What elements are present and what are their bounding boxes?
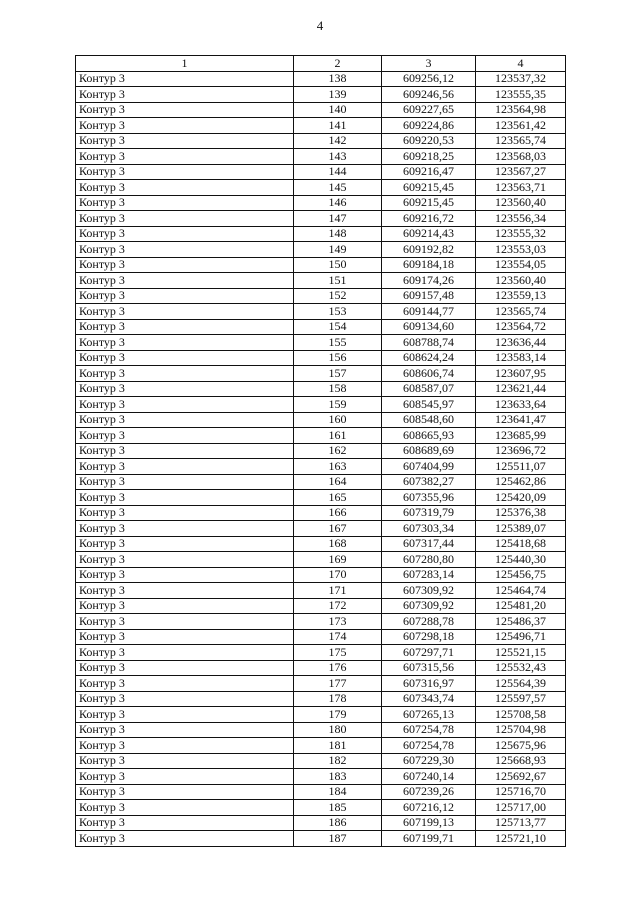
- column-header-2: 2: [294, 56, 382, 72]
- table-row: [76, 831, 566, 847]
- table-row: [76, 660, 566, 676]
- x-coordinate-cell: 608606,74: [382, 366, 476, 382]
- table-row: [76, 412, 566, 428]
- y-coordinate-cell: 123554,05: [476, 257, 566, 273]
- table-row: [76, 598, 566, 614]
- y-coordinate-cell: 123556,34: [476, 211, 566, 227]
- x-coordinate-cell: 608548,60: [382, 412, 476, 428]
- x-coordinate-cell: 607239,26: [382, 784, 476, 800]
- x-coordinate-cell: 609184,18: [382, 257, 476, 273]
- table-row: [76, 164, 566, 180]
- contour-name-cell: Контур 3: [76, 412, 294, 428]
- contour-name-cell: Контур 3: [76, 319, 294, 335]
- point-number-cell: 166: [294, 505, 382, 521]
- y-coordinate-cell: 123553,03: [476, 242, 566, 258]
- point-number-cell: 176: [294, 660, 382, 676]
- contour-name-cell: Контур 3: [76, 660, 294, 676]
- point-number-cell: 157: [294, 366, 382, 382]
- y-coordinate-cell: 125420,09: [476, 490, 566, 506]
- table-row: [76, 428, 566, 444]
- point-number-cell: 149: [294, 242, 382, 258]
- y-coordinate-cell: 123563,71: [476, 180, 566, 196]
- table-row: [76, 443, 566, 459]
- table-row: [76, 691, 566, 707]
- point-number-cell: 172: [294, 598, 382, 614]
- x-coordinate-cell: 608665,93: [382, 428, 476, 444]
- point-number-cell: 155: [294, 335, 382, 351]
- table-row: [76, 87, 566, 103]
- table-row: [76, 490, 566, 506]
- contour-name-cell: Контур 3: [76, 505, 294, 521]
- x-coordinate-cell: 607280,80: [382, 552, 476, 568]
- table-row: [76, 629, 566, 645]
- x-coordinate-cell: 607404,99: [382, 459, 476, 475]
- y-coordinate-cell: 125389,07: [476, 521, 566, 537]
- x-coordinate-cell: 607303,34: [382, 521, 476, 537]
- table-row: [76, 753, 566, 769]
- contour-name-cell: Контур 3: [76, 211, 294, 227]
- point-number-cell: 173: [294, 614, 382, 630]
- contour-name-cell: Контур 3: [76, 71, 294, 87]
- y-coordinate-cell: 125721,10: [476, 831, 566, 847]
- table-row: [76, 738, 566, 754]
- point-number-cell: 147: [294, 211, 382, 227]
- point-number-cell: 182: [294, 753, 382, 769]
- point-number-cell: 184: [294, 784, 382, 800]
- x-coordinate-cell: 609214,43: [382, 226, 476, 242]
- header-row: [76, 56, 566, 72]
- point-number-cell: 162: [294, 443, 382, 459]
- y-coordinate-cell: 125376,38: [476, 505, 566, 521]
- x-coordinate-cell: 607254,78: [382, 738, 476, 754]
- y-coordinate-cell: 123555,32: [476, 226, 566, 242]
- x-coordinate-cell: 607316,97: [382, 676, 476, 692]
- x-coordinate-cell: 607317,44: [382, 536, 476, 552]
- contour-name-cell: Контур 3: [76, 769, 294, 785]
- page-number: 4: [316, 18, 324, 33]
- y-coordinate-cell: 123560,40: [476, 195, 566, 211]
- x-coordinate-cell: 607240,14: [382, 769, 476, 785]
- table-row: [76, 257, 566, 273]
- y-coordinate-cell: 123561,42: [476, 118, 566, 134]
- table-row: [76, 149, 566, 165]
- contour-name-cell: Контур 3: [76, 753, 294, 769]
- y-coordinate-cell: 125418,68: [476, 536, 566, 552]
- table-row: [76, 583, 566, 599]
- contour-name-cell: Контур 3: [76, 102, 294, 118]
- y-coordinate-cell: 125668,93: [476, 753, 566, 769]
- point-number-cell: 140: [294, 102, 382, 118]
- y-coordinate-cell: 125717,00: [476, 800, 566, 816]
- x-coordinate-cell: 609220,53: [382, 133, 476, 149]
- table-row: [76, 133, 566, 149]
- x-coordinate-cell: 607283,14: [382, 567, 476, 583]
- y-coordinate-cell: 125486,37: [476, 614, 566, 630]
- x-coordinate-cell: 608689,69: [382, 443, 476, 459]
- table-row: [76, 800, 566, 816]
- point-number-cell: 165: [294, 490, 382, 506]
- contour-name-cell: Контур 3: [76, 195, 294, 211]
- contour-name-cell: Контур 3: [76, 149, 294, 165]
- y-coordinate-cell: 125564,39: [476, 676, 566, 692]
- contour-name-cell: Контур 3: [76, 273, 294, 289]
- point-number-cell: 139: [294, 87, 382, 103]
- x-coordinate-cell: 607319,79: [382, 505, 476, 521]
- table-row: [76, 567, 566, 583]
- x-coordinate-cell: 607216,12: [382, 800, 476, 816]
- table-row: [76, 614, 566, 630]
- y-coordinate-cell: 125597,57: [476, 691, 566, 707]
- point-number-cell: 167: [294, 521, 382, 537]
- contour-name-cell: Контур 3: [76, 536, 294, 552]
- point-number-cell: 159: [294, 397, 382, 413]
- table-row: [76, 459, 566, 475]
- y-coordinate-cell: 123636,44: [476, 335, 566, 351]
- point-number-cell: 156: [294, 350, 382, 366]
- table-row: [76, 118, 566, 134]
- x-coordinate-cell: 609227,65: [382, 102, 476, 118]
- point-number-cell: 179: [294, 707, 382, 723]
- point-number-cell: 138: [294, 71, 382, 87]
- point-number-cell: 175: [294, 645, 382, 661]
- contour-name-cell: Контур 3: [76, 815, 294, 831]
- table-row: [76, 211, 566, 227]
- contour-name-cell: Контур 3: [76, 490, 294, 506]
- contour-name-cell: Контур 3: [76, 366, 294, 382]
- contour-name-cell: Контур 3: [76, 350, 294, 366]
- contour-name-cell: Контур 3: [76, 474, 294, 490]
- table-row: [76, 180, 566, 196]
- point-number-cell: 158: [294, 381, 382, 397]
- x-coordinate-cell: 607199,71: [382, 831, 476, 847]
- table-row: [76, 645, 566, 661]
- point-number-cell: 151: [294, 273, 382, 289]
- table-row: [76, 288, 566, 304]
- contour-name-cell: Контур 3: [76, 691, 294, 707]
- point-number-cell: 161: [294, 428, 382, 444]
- point-number-cell: 154: [294, 319, 382, 335]
- x-coordinate-cell: 609218,25: [382, 149, 476, 165]
- y-coordinate-cell: 125675,96: [476, 738, 566, 754]
- table-row: [76, 474, 566, 490]
- x-coordinate-cell: 608545,97: [382, 397, 476, 413]
- contour-name-cell: Контур 3: [76, 831, 294, 847]
- x-coordinate-cell: 608587,07: [382, 381, 476, 397]
- point-number-cell: 168: [294, 536, 382, 552]
- y-coordinate-cell: 123696,72: [476, 443, 566, 459]
- point-number-cell: 178: [294, 691, 382, 707]
- x-coordinate-cell: 608788,74: [382, 335, 476, 351]
- contour-name-cell: Контур 3: [76, 118, 294, 134]
- x-coordinate-cell: 607309,92: [382, 583, 476, 599]
- point-number-cell: 171: [294, 583, 382, 599]
- table-row: [76, 335, 566, 351]
- x-coordinate-cell: 609144,77: [382, 304, 476, 320]
- table-row: [76, 552, 566, 568]
- contour-name-cell: Контур 3: [76, 583, 294, 599]
- contour-name-cell: Контур 3: [76, 428, 294, 444]
- y-coordinate-cell: 123537,32: [476, 71, 566, 87]
- point-number-cell: 144: [294, 164, 382, 180]
- point-number-cell: 146: [294, 195, 382, 211]
- column-header-3: 3: [382, 56, 476, 72]
- x-coordinate-cell: 607297,71: [382, 645, 476, 661]
- coordinates-table: [75, 55, 566, 847]
- x-coordinate-cell: 609174,26: [382, 273, 476, 289]
- y-coordinate-cell: 125440,30: [476, 552, 566, 568]
- contour-name-cell: Контур 3: [76, 288, 294, 304]
- x-coordinate-cell: 607355,96: [382, 490, 476, 506]
- point-number-cell: 181: [294, 738, 382, 754]
- x-coordinate-cell: 607343,74: [382, 691, 476, 707]
- y-coordinate-cell: 125481,20: [476, 598, 566, 614]
- table-row: [76, 784, 566, 800]
- y-coordinate-cell: 125462,86: [476, 474, 566, 490]
- x-coordinate-cell: 607309,92: [382, 598, 476, 614]
- x-coordinate-cell: 609216,47: [382, 164, 476, 180]
- y-coordinate-cell: 123559,13: [476, 288, 566, 304]
- y-coordinate-cell: 123555,35: [476, 87, 566, 103]
- table-row: [76, 381, 566, 397]
- x-coordinate-cell: 609224,86: [382, 118, 476, 134]
- contour-name-cell: Контур 3: [76, 738, 294, 754]
- y-coordinate-cell: 123685,99: [476, 428, 566, 444]
- contour-name-cell: Контур 3: [76, 335, 294, 351]
- point-number-cell: 163: [294, 459, 382, 475]
- contour-name-cell: Контур 3: [76, 784, 294, 800]
- point-number-cell: 143: [294, 149, 382, 165]
- table-row: [76, 71, 566, 87]
- contour-name-cell: Контур 3: [76, 722, 294, 738]
- point-number-cell: 169: [294, 552, 382, 568]
- point-number-cell: 148: [294, 226, 382, 242]
- contour-name-cell: Контур 3: [76, 459, 294, 475]
- x-coordinate-cell: 607315,56: [382, 660, 476, 676]
- point-number-cell: 153: [294, 304, 382, 320]
- y-coordinate-cell: 125511,07: [476, 459, 566, 475]
- y-coordinate-cell: 125532,43: [476, 660, 566, 676]
- contour-name-cell: Контур 3: [76, 164, 294, 180]
- table-row: [76, 304, 566, 320]
- x-coordinate-cell: 609134,60: [382, 319, 476, 335]
- contour-name-cell: Контур 3: [76, 381, 294, 397]
- x-coordinate-cell: 607199,13: [382, 815, 476, 831]
- y-coordinate-cell: 123567,27: [476, 164, 566, 180]
- table-row: [76, 319, 566, 335]
- y-coordinate-cell: 125464,74: [476, 583, 566, 599]
- table-row: [76, 505, 566, 521]
- column-header-4: 4: [476, 56, 566, 72]
- y-coordinate-cell: 123583,14: [476, 350, 566, 366]
- point-number-cell: 160: [294, 412, 382, 428]
- x-coordinate-cell: 607265,13: [382, 707, 476, 723]
- contour-name-cell: Контур 3: [76, 397, 294, 413]
- x-coordinate-cell: 609192,82: [382, 242, 476, 258]
- contour-name-cell: Контур 3: [76, 304, 294, 320]
- y-coordinate-cell: 125456,75: [476, 567, 566, 583]
- point-number-cell: 174: [294, 629, 382, 645]
- contour-name-cell: Контур 3: [76, 598, 294, 614]
- y-coordinate-cell: 125496,71: [476, 629, 566, 645]
- y-coordinate-cell: 123564,98: [476, 102, 566, 118]
- y-coordinate-cell: 123641,47: [476, 412, 566, 428]
- contour-name-cell: Контур 3: [76, 257, 294, 273]
- table-row: [76, 707, 566, 723]
- point-number-cell: 141: [294, 118, 382, 134]
- contour-name-cell: Контур 3: [76, 443, 294, 459]
- y-coordinate-cell: 123621,44: [476, 381, 566, 397]
- x-coordinate-cell: 609215,45: [382, 195, 476, 211]
- table-row: [76, 195, 566, 211]
- contour-name-cell: Контур 3: [76, 614, 294, 630]
- table-row: [76, 102, 566, 118]
- contour-name-cell: Контур 3: [76, 521, 294, 537]
- x-coordinate-cell: 609216,72: [382, 211, 476, 227]
- contour-name-cell: Контур 3: [76, 645, 294, 661]
- x-coordinate-cell: 607382,27: [382, 474, 476, 490]
- contour-name-cell: Контур 3: [76, 707, 294, 723]
- point-number-cell: 186: [294, 815, 382, 831]
- table-header: [76, 56, 566, 72]
- x-coordinate-cell: 609215,45: [382, 180, 476, 196]
- table-row: [76, 350, 566, 366]
- contour-name-cell: Контур 3: [76, 629, 294, 645]
- table-row: [76, 397, 566, 413]
- table-row: [76, 722, 566, 738]
- y-coordinate-cell: 123568,03: [476, 149, 566, 165]
- contour-name-cell: Контур 3: [76, 800, 294, 816]
- point-number-cell: 142: [294, 133, 382, 149]
- point-number-cell: 170: [294, 567, 382, 583]
- x-coordinate-cell: 607254,78: [382, 722, 476, 738]
- point-number-cell: 177: [294, 676, 382, 692]
- x-coordinate-cell: 609157,48: [382, 288, 476, 304]
- table-row: [76, 242, 566, 258]
- table-row: [76, 769, 566, 785]
- y-coordinate-cell: 123560,40: [476, 273, 566, 289]
- point-number-cell: 183: [294, 769, 382, 785]
- contour-name-cell: Контур 3: [76, 226, 294, 242]
- point-number-cell: 180: [294, 722, 382, 738]
- x-coordinate-cell: 608624,24: [382, 350, 476, 366]
- contour-name-cell: Контур 3: [76, 87, 294, 103]
- table-body: [76, 71, 566, 846]
- y-coordinate-cell: 125713,77: [476, 815, 566, 831]
- point-number-cell: 185: [294, 800, 382, 816]
- table-row: [76, 815, 566, 831]
- table-row: [76, 366, 566, 382]
- y-coordinate-cell: 123565,74: [476, 133, 566, 149]
- contour-name-cell: Контур 3: [76, 242, 294, 258]
- table-row: [76, 536, 566, 552]
- y-coordinate-cell: 125716,70: [476, 784, 566, 800]
- contour-name-cell: Контур 3: [76, 133, 294, 149]
- x-coordinate-cell: 607288,78: [382, 614, 476, 630]
- point-number-cell: 152: [294, 288, 382, 304]
- y-coordinate-cell: 125692,67: [476, 769, 566, 785]
- column-header-1: 1: [76, 56, 294, 72]
- y-coordinate-cell: 123633,64: [476, 397, 566, 413]
- x-coordinate-cell: 609246,56: [382, 87, 476, 103]
- x-coordinate-cell: 607229,30: [382, 753, 476, 769]
- point-number-cell: 164: [294, 474, 382, 490]
- x-coordinate-cell: 607298,18: [382, 629, 476, 645]
- y-coordinate-cell: 125704,98: [476, 722, 566, 738]
- point-number-cell: 150: [294, 257, 382, 273]
- point-number-cell: 187: [294, 831, 382, 847]
- table-row: [76, 273, 566, 289]
- contour-name-cell: Контур 3: [76, 552, 294, 568]
- y-coordinate-cell: 125521,15: [476, 645, 566, 661]
- table-row: [76, 676, 566, 692]
- contour-name-cell: Контур 3: [76, 180, 294, 196]
- y-coordinate-cell: 123607,95: [476, 366, 566, 382]
- point-number-cell: 145: [294, 180, 382, 196]
- x-coordinate-cell: 609256,12: [382, 71, 476, 87]
- table-row: [76, 521, 566, 537]
- y-coordinate-cell: 123565,74: [476, 304, 566, 320]
- contour-name-cell: Контур 3: [76, 676, 294, 692]
- y-coordinate-cell: 123564,72: [476, 319, 566, 335]
- contour-name-cell: Контур 3: [76, 567, 294, 583]
- y-coordinate-cell: 125708,58: [476, 707, 566, 723]
- table-row: [76, 226, 566, 242]
